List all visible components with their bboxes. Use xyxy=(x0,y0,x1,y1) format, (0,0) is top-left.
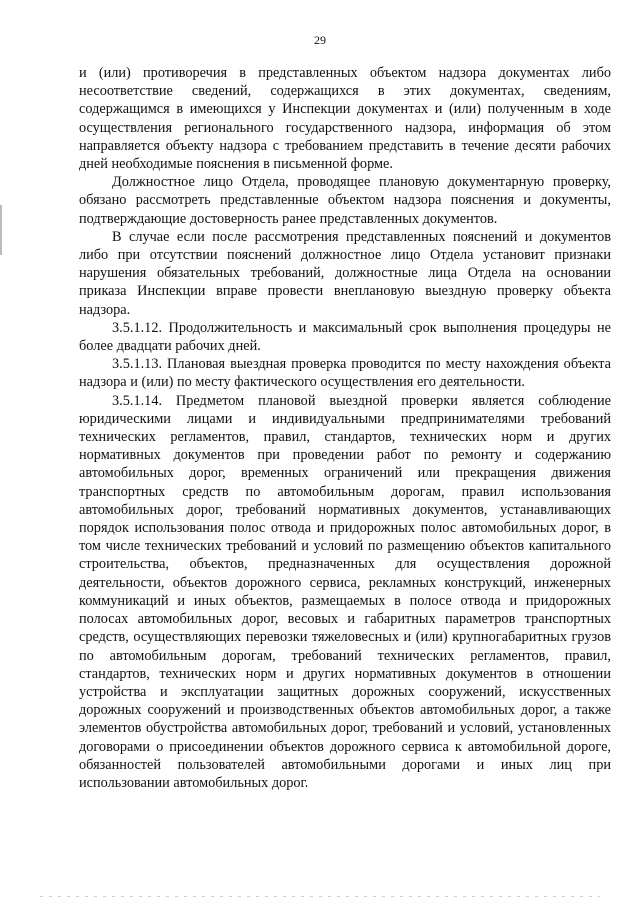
page-number: 29 xyxy=(314,33,326,47)
paragraph-3-5-1-14: 3.5.1.14. Предметом плановой выездной проверки является соблюдение юридическими лицами и индивидуальными предпринимателями требований технических регламентов, правил, стандартов, технических норм и других нормативных документов при проведении работ по ремонту и содержанию автомобильных дорог, временных ограничений или прекращения движения транспортных средств по автомобильным дорогам, правил использования автомобильных дорог, требований нормативных документов, устанавливающих порядок использования полос отвода и придорожных полос автомобильных дорог, в том числе технических требований и условий по размещению объектов капитального строительства, объектов, предназначенных для осуществления дорожной деятельности, объектов дорожного сервиса, рекламных конструкций, инженерных коммуникаций и иных объектов, размещаемых в полосе отвода и придорожных полосах автомобильных дорог, весовых и габаритных параметров транспортных средств, осуществляющих перевозки тяжеловесных и (или) крупногабаритных грузов по автомобильным дорогам, требований технических регламентов, правил, стандартов, технических норм и других нормативных документов в отношении устройства и эксплуатации защитных дорожных сооружений, искусственных дорожных сооружений и производственных объектов автомобильных дорог, а также элементов обустройства автомобильных дорог, требований и условий, установленных договорами о присоединении объектов дорожного сервиса к автомобильной дороге, обязанностей пользователей автомобильными дорогами и иных лиц при использовании автомобильных дорог. xyxy=(79,392,611,791)
paragraph-3-5-1-12: 3.5.1.12. Продолжительность и максимальный срок выполнения процедуры не более двадцати рабочих дней. xyxy=(79,319,611,355)
scan-edge-mark xyxy=(0,205,2,255)
paragraph-3-5-1-13: 3.5.1.13. Плановая выездная проверка проводится по месту нахождения объекта надзора и (или) по месту фактического осуществления его деятельности. xyxy=(79,356,611,391)
paragraph-official-review: Должностное лицо Отдела, проводящее плановую документарную проверку, обязано рассмотреть представленные объектом надзора пояснения и документы, подтверждающие достоверность ранее представленных документов. xyxy=(79,174,611,227)
paragraph-continuation: и (или) противоречия в представленных объектом надзора документах либо несоответствие сведений, содержащихся в этих документах, сведениям, содержащимся в имеющихся у Инспекции документах и (или) полученным в ходе осуществления регионального государственного надзора, информация об этом направляется объекту надзора с требованием представить в течение десяти рабочих дней необходимые пояснения в письменной форме. xyxy=(79,65,611,173)
document-body xyxy=(79,64,611,792)
scan-bottom-artifact xyxy=(40,896,600,897)
paragraph-unscheduled-inspection: В случае если после рассмотрения представленных пояснений и документов либо при отсутствии пояснений должностное лицо Отдела установит признаки нарушения обязательных требований, должностные лица Отдела на основании приказа Инспекции вправе провести внеплановую выездную проверку объекта надзора. xyxy=(79,228,611,318)
